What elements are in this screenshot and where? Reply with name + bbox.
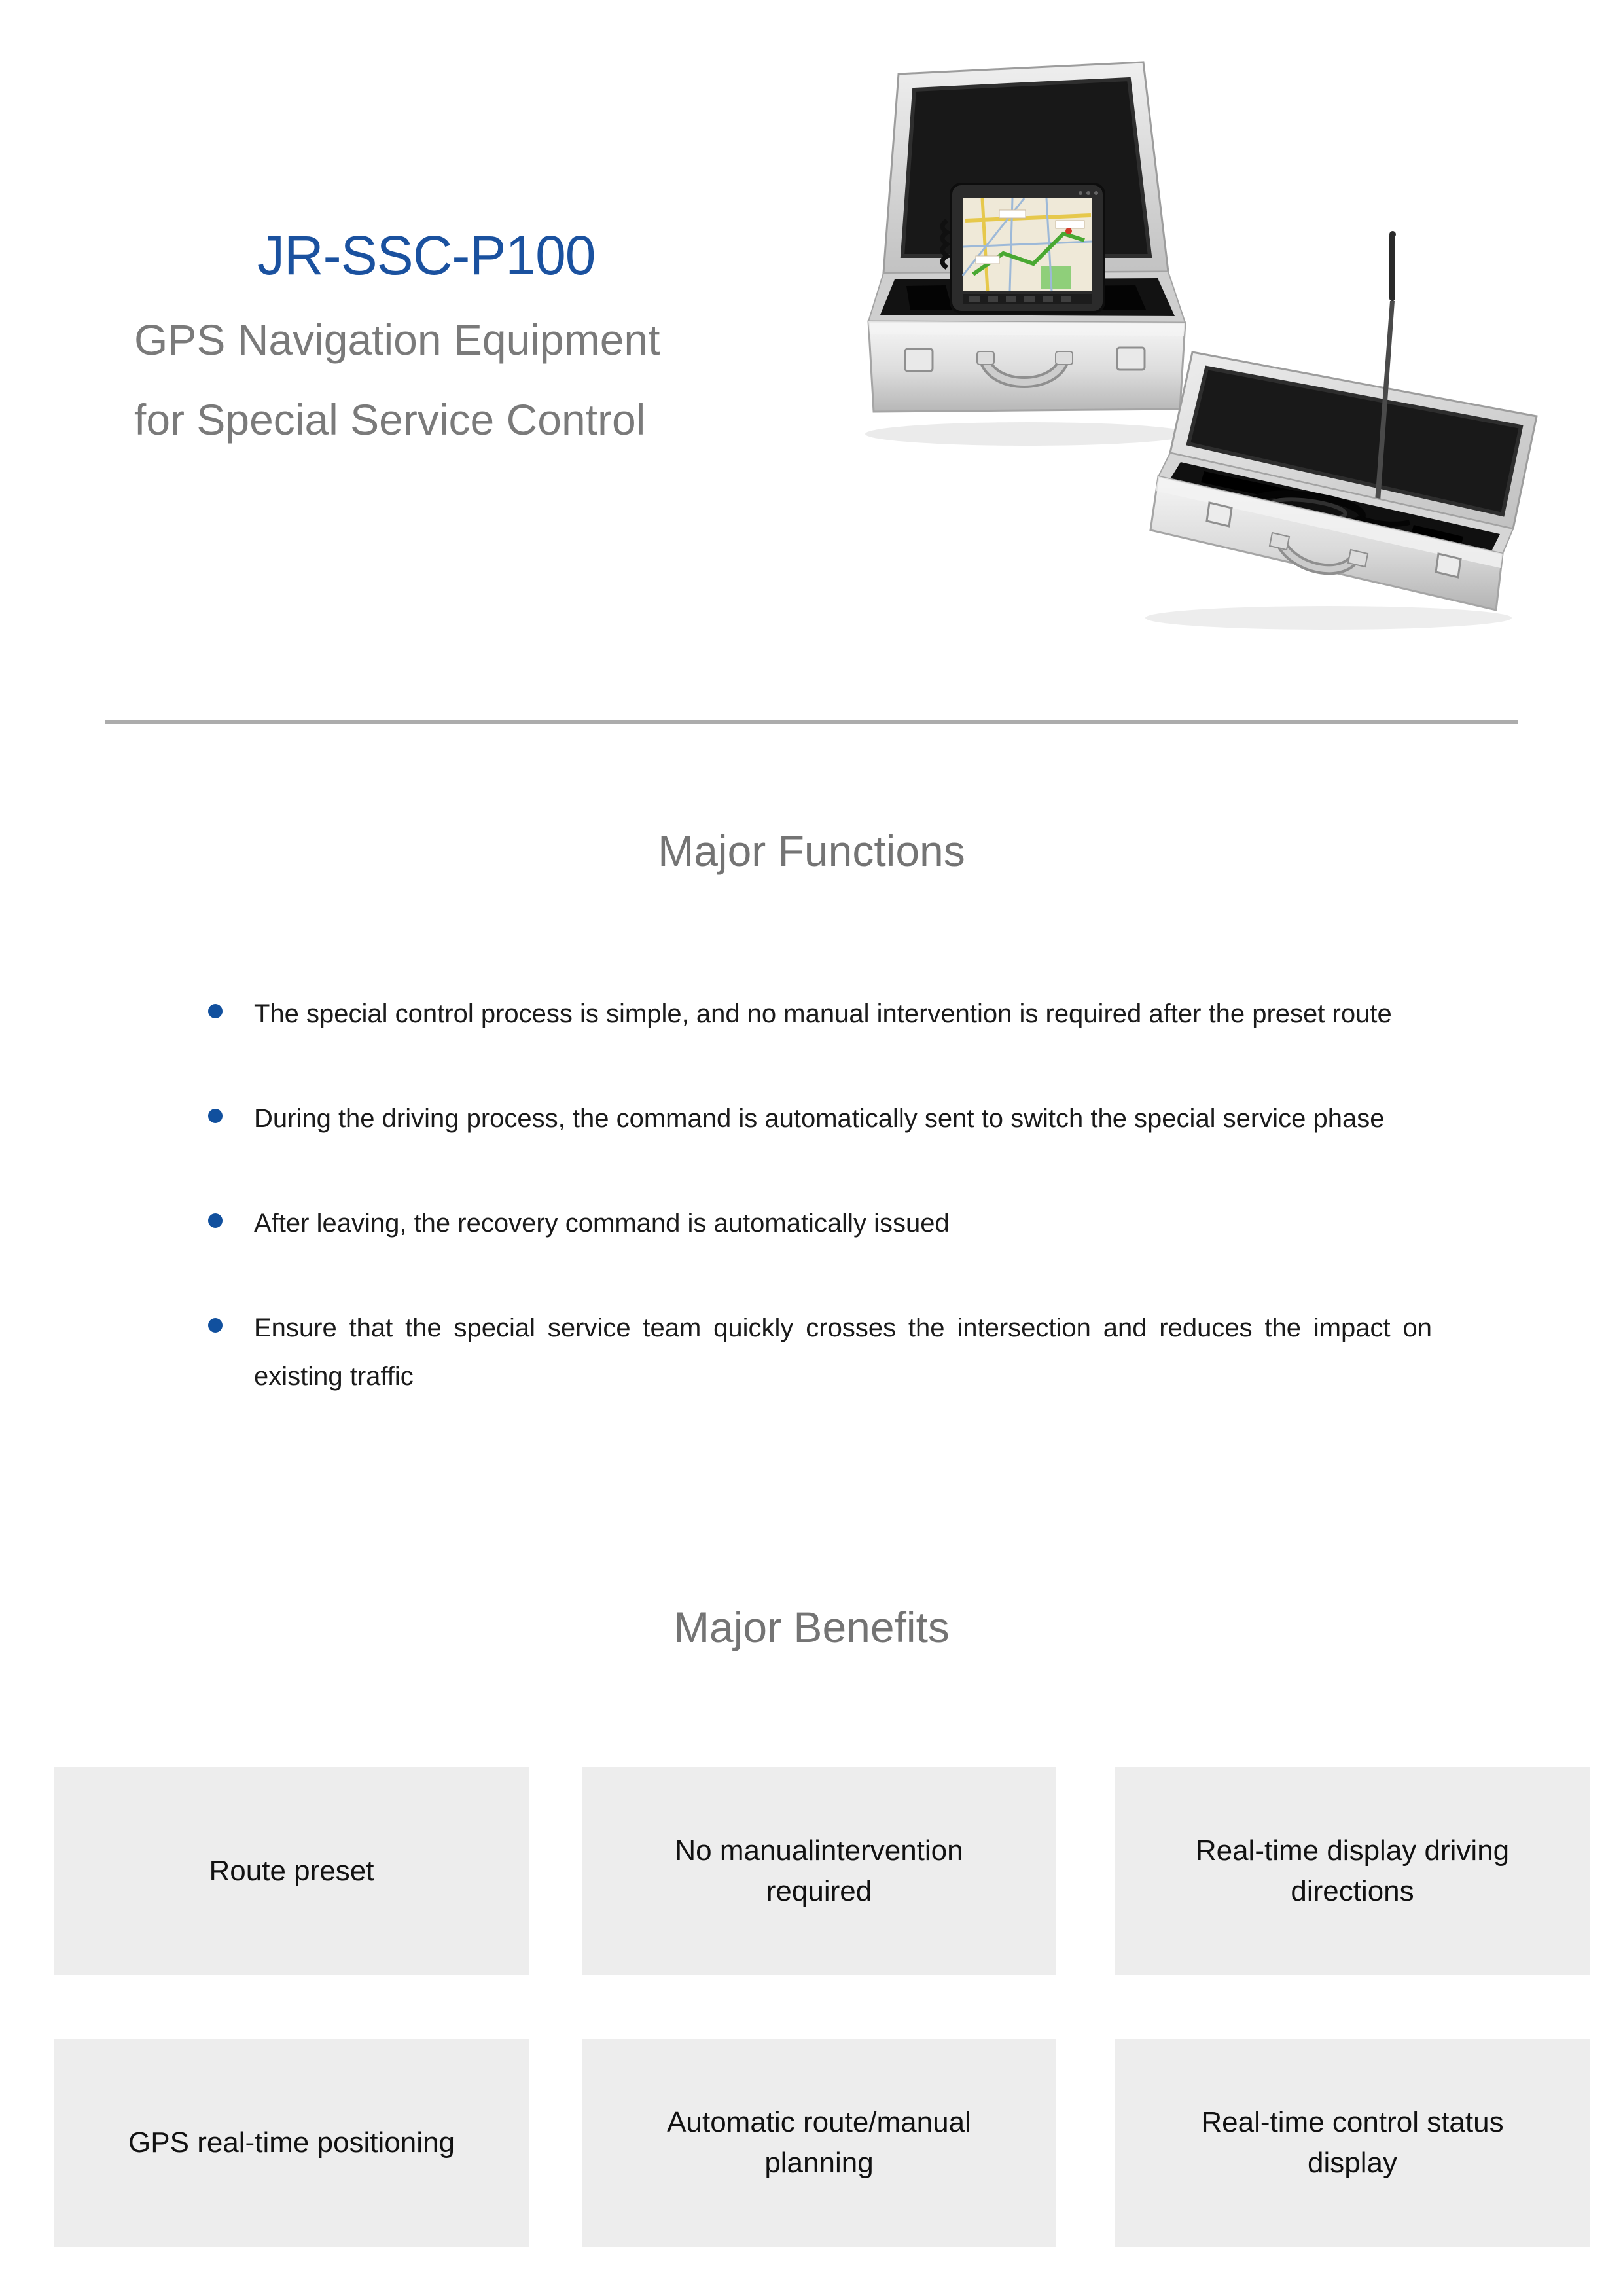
subtitle-line-1: GPS Navigation Equipment: [134, 315, 660, 364]
function-item-text: The special control process is simple, and no manual intervention is required after the preset route: [254, 999, 1392, 1028]
benefit-card: [1115, 1767, 1590, 1975]
bullet-dot-icon: [208, 1004, 223, 1018]
major-benefits-heading: Major Benefits: [673, 1603, 950, 1651]
bullet-dot-icon: [208, 1318, 223, 1333]
major-functions-heading: Major Functions: [658, 827, 965, 875]
benefit-card-label: No manualintervention required: [675, 1835, 963, 1907]
list-item: [208, 1094, 1452, 1143]
functions-list: [208, 990, 1452, 1457]
benefit-card: [54, 1767, 529, 1975]
benefit-card: [54, 2039, 529, 2247]
function-item-text: During the driving process, the command is automatically sent to switch the special service phase: [254, 1104, 1385, 1133]
section-divider: [105, 720, 1518, 724]
list-item: [208, 1304, 1452, 1401]
list-item: [208, 1199, 1452, 1247]
product-photo-antenna-case-icon: [1132, 223, 1564, 641]
function-item-text: After leaving, the recovery command is automatically issued: [254, 1209, 950, 1238]
benefit-card: [582, 2039, 1056, 2247]
benefit-card-label: GPS real-time positioning: [128, 2126, 455, 2159]
benefit-card-label: Route preset: [209, 1855, 374, 1887]
subtitle-line-2: for Special Service Control: [134, 395, 646, 444]
list-item: [208, 990, 1452, 1038]
benefit-card-label: Automatic route/manual planning: [667, 2106, 971, 2179]
bullet-dot-icon: [208, 1109, 223, 1123]
benefit-card-label: Real-time control status display: [1201, 2106, 1504, 2179]
benefit-card-label: Real-time display driving directions: [1195, 1835, 1510, 1907]
benefit-card: [582, 1767, 1056, 1975]
function-item-text: Ensure that the special service team quickly crosses the intersection and reduces the impact on existing traffic: [254, 1314, 1432, 1391]
benefit-card: [1115, 2039, 1590, 2247]
page-title: JR-SSC-P100: [257, 224, 596, 286]
bullet-dot-icon: [208, 1213, 223, 1228]
product-subtitle: [134, 300, 660, 459]
